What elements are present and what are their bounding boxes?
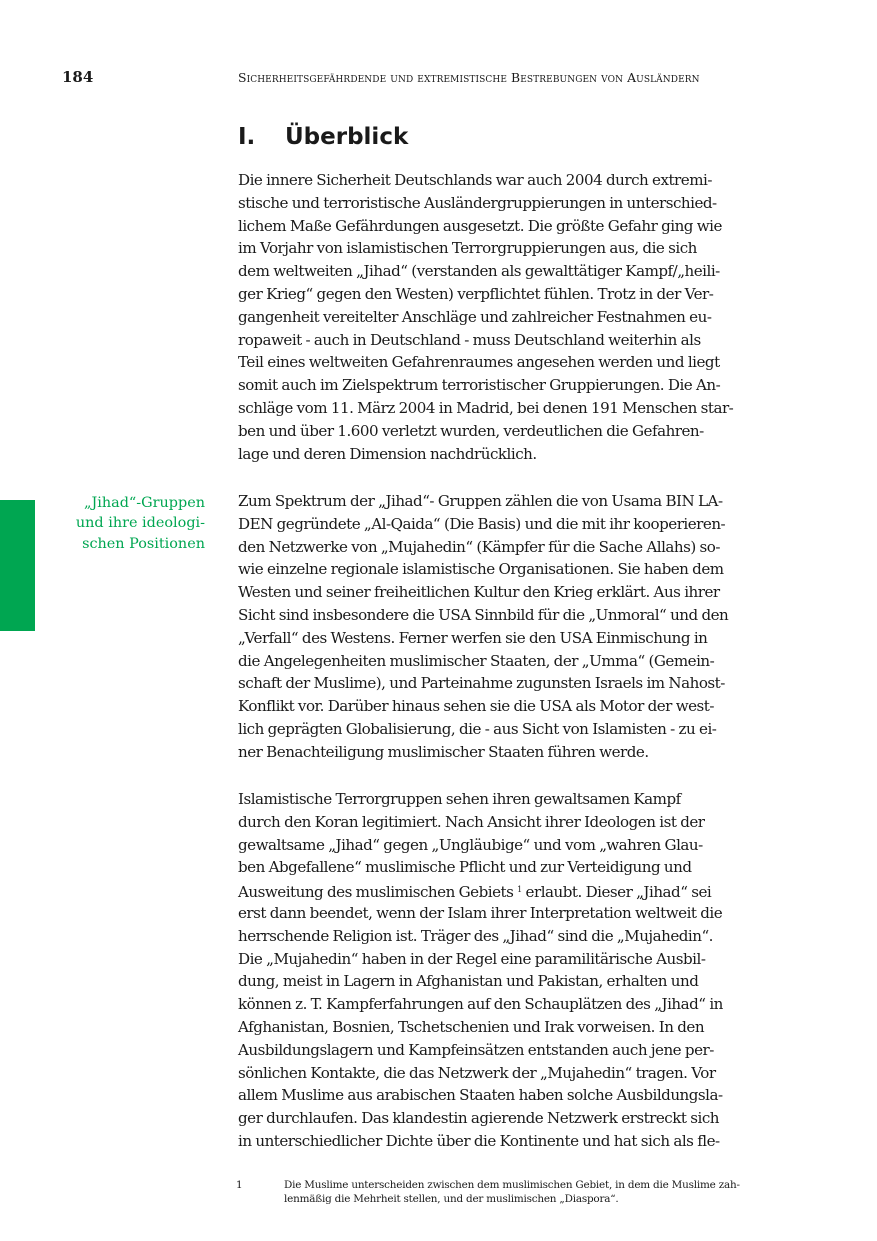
text-line: allem Muslime aus arabischen Staaten haben solche Ausbildungsla- xyxy=(238,1086,723,1105)
text-line: Konflikt vor. Darüber hinaus sehen sie die USA als Motor der west- xyxy=(238,697,714,716)
footnote-line: lenmäßig die Mehrheit stellen, und der muslimischen „Diaspora“. xyxy=(284,1192,619,1205)
text-segment: Ausweitung des muslimischen Gebiets xyxy=(238,883,514,902)
text-line: herrschende Religion ist. Träger des „Jihad“ sind die „Mujahedin“. xyxy=(238,926,713,945)
text-line: sönlichen Kontakte, die das Netzwerk der „Mujahedin“ tragen. Vor xyxy=(238,1063,716,1082)
text-line: wie einzelne regionale islamistische Organisationen. Sie haben dem xyxy=(238,560,724,579)
text-line: lage und deren Dimension nachdrücklich. xyxy=(238,444,537,463)
section-heading xyxy=(238,124,408,150)
text-line: den Netzwerke von „Mujahedin“ (Kämpfer für die Sache Allahs) so- xyxy=(238,537,720,556)
text-line: Westen und seiner freiheitlichen Kultur den Krieg erklärt. Aus ihrer xyxy=(238,583,720,602)
text-line: erst dann beendet, wenn der Islam ihrer Interpretation weltweit die xyxy=(238,903,723,922)
text-line: ner Benachteiligung muslimischer Staaten führen werde. xyxy=(238,742,649,761)
text-line: lichem Maße Gefährdungen ausgesetzt. Die größte Gefahr ging wie xyxy=(238,216,722,235)
margin-note xyxy=(40,493,205,554)
paragraph-1 xyxy=(238,169,733,465)
text-line: schaft der Muslime), und Parteinahme zugunsten Israels im Nahost- xyxy=(238,674,725,693)
text-line: durch den Koran legitimiert. Nach Ansicht ihrer Ideologen ist der xyxy=(238,812,705,831)
text-line: im Vorjahr von islamistischen Terrorgruppierungen aus, die sich xyxy=(238,239,697,258)
text-line: in unterschiedlicher Dichte über die Kontinente und hat sich als fle- xyxy=(238,1131,720,1150)
text-line: Afghanistan, Bosnien, Tschetschenien und Irak vorweisen. In den xyxy=(238,1017,705,1036)
text-segment: erlaubt. Dieser „Jihad“ sei xyxy=(525,883,712,902)
text-line: Die „Mujahedin“ haben in der Regel eine paramilitärische Ausbil- xyxy=(238,949,706,968)
footnote xyxy=(236,1179,781,1206)
footnote-text xyxy=(284,1179,740,1206)
text-line: ben und über 1.600 verletzt wurden, verdeutlichen die Gefahren- xyxy=(238,421,704,440)
text-line: Islamistische Terrorgruppen sehen ihren gewaltsamen Kampf xyxy=(238,790,681,808)
text-line xyxy=(238,879,723,902)
text-line: ger durchlaufen. Das klandestin agierende Netzwerk erstreckt sich xyxy=(238,1109,720,1128)
text-line: schläge vom 11. März 2004 in Madrid, bei denen 191 Menschen star- xyxy=(238,398,734,417)
text-line: stische und terroristische Ausländergruppierungen in unterschied- xyxy=(238,193,717,212)
footnote-line: Die Muslime unterscheiden zwischen dem muslimischen Gebiet, in dem die Muslime zah- xyxy=(284,1179,740,1191)
page-number: 184 xyxy=(62,68,94,86)
running-header: Sicherheitsgefährdende und extremistische Bestrebungen von Ausländern xyxy=(238,70,700,85)
text-line: lich geprägten Globalisierung, die - aus Sicht von Islamisten - zu ei- xyxy=(238,719,717,738)
text-line: gangenheit vereitelter Anschläge und zahlreicher Festnahmen eu- xyxy=(238,307,712,326)
margin-note-line: „Jihad“-Gruppen xyxy=(84,495,205,511)
text-line: gewaltsame „Jihad“ gegen „Ungläubige“ und vom „wahren Glau- xyxy=(238,835,703,854)
text-line: können z. T. Kampferfahrungen auf den Schauplätzen des „Jihad“ in xyxy=(238,995,723,1014)
text-line: die Angelegenheiten muslimischer Staaten, der „Umma“ (Gemein- xyxy=(238,651,715,670)
footnote-number: 1 xyxy=(236,1179,243,1191)
text-line: ben Abgefallene“ muslimische Pflicht und zur Verteidigung und xyxy=(238,858,692,877)
text-line: DEN gegründete „Al-Qaida“ (Die Basis) und die mit ihr kooperieren- xyxy=(238,514,726,533)
text-line: Zum Spektrum der „Jihad“- Gruppen zählen die von Usama BIN LA- xyxy=(238,492,723,510)
margin-note-line: und ihre ideologi- xyxy=(75,515,205,532)
text-line: dung, meist in Lagern in Afghanistan und Pakistan, erhalten und xyxy=(238,972,699,991)
text-line: Die innere Sicherheit Deutschlands war auch 2004 durch extremi- xyxy=(238,171,712,189)
text-line: Sicht sind insbesondere die USA Sinnbild für die „Unmoral“ und den xyxy=(238,605,729,624)
margin-note-line: schen Positionen xyxy=(82,535,205,552)
text-line: ger Krieg“ gegen den Westen) verpflichtet fühlen. Trotz in der Ver- xyxy=(238,284,714,303)
paragraph-2 xyxy=(238,490,728,764)
section-marker-bar xyxy=(0,500,35,631)
section-title: Überblick xyxy=(285,124,409,150)
section-number: I. xyxy=(238,124,256,150)
text-line: Teil eines weltweiten Gefahrenraumes angesehen werden und liegt xyxy=(238,353,720,372)
text-line: „Verfall“ des Westens. Ferner werfen sie den USA Einmischung in xyxy=(238,628,708,647)
text-line: Ausbildungslagern und Kampfeinsätzen entstanden auch jene per- xyxy=(238,1040,714,1059)
footnote-reference[interactable]: 1 xyxy=(517,885,522,895)
text-line: somit auch im Zielspektrum terroristischer Gruppierungen. Die An- xyxy=(238,376,721,395)
text-line: dem weltweiten „Jihad“ (verstanden als gewalttätiger Kampf/„heili- xyxy=(238,262,720,281)
paragraph-3 xyxy=(238,788,723,1153)
text-line: ropaweit - auch in Deutschland - muss Deutschland weiterhin als xyxy=(238,330,701,349)
